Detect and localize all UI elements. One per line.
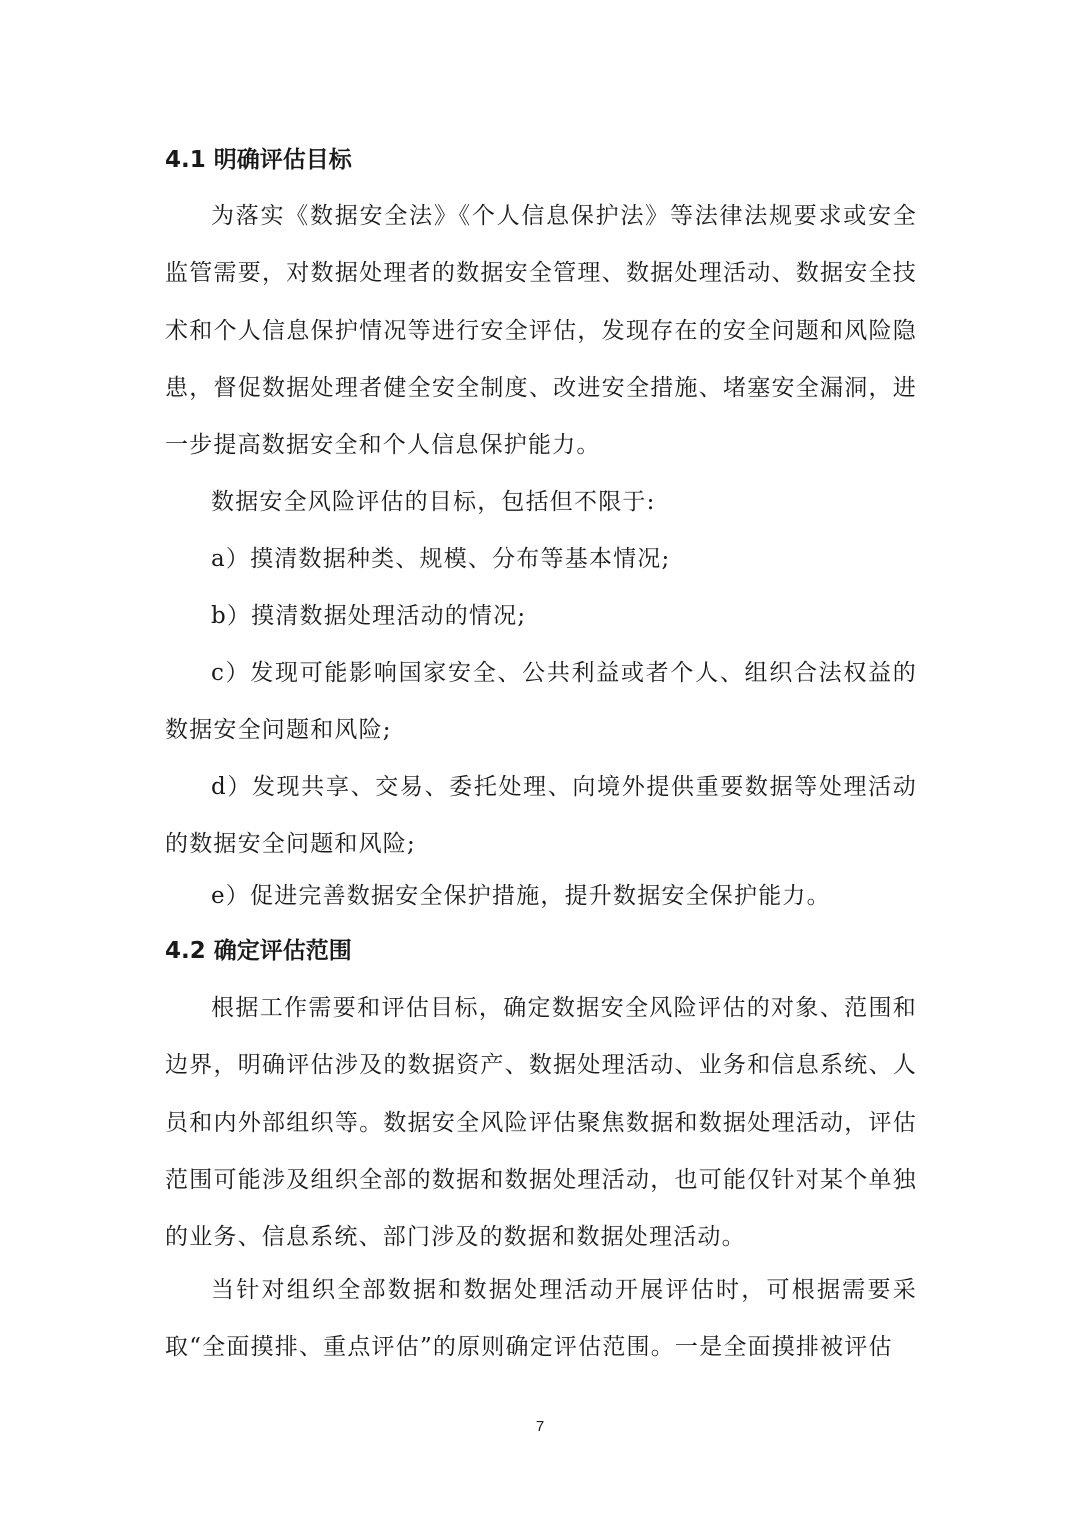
paragraph-scope: 根据工作需要和评估目标，确定数据安全风险评估的对象、范围和边界，明确评估涉及的数据资产、数据处理活动、业务和信息系统、人员和内外部组织等。数据安全风险评估聚焦数据和数据处理活动，评估范围可能涉及组织全部的数据和数据处理活动，也可能仅针对某个单独的业务、信息系统、部门涉及的数据和数据处理活动。 [165, 995, 917, 1251]
list-item-d: d）发现共享、交易、委托处理、向境外提供重要数据等处理活动的数据安全问题和风险; [165, 774, 917, 858]
page-number: 7 [535, 1418, 545, 1435]
section-heading-4-1: 4.1 明确评估目标 [165, 147, 352, 173]
paragraph-full-scope: 当针对组织全部数据和数据处理活动开展评估时，可根据需要采取“全面摸排、重点评估”的原则确定评估范围。一是全面摸排被评估 [165, 1277, 917, 1361]
paragraph-goals-intro: 数据安全风险评估的目标，包括但不限于: [211, 489, 656, 515]
section-heading-4-2: 4.2 确定评估范围 [165, 938, 352, 964]
list-item-a: a）摸清数据种类、规模、分布等基本情况; [211, 546, 671, 572]
paragraph-purpose: 为落实《数据安全法》《个人信息保护法》等法律法规要求或安全监管需要，对数据处理者的数据安全管理、数据处理活动、数据安全技术和个人信息保护情况等进行安全评估，发现存在的安全问题和风险隐患，督促数据处理者健全安全制度、改进安全措施、堵塞安全漏洞，进一步提高数据安全和个人信息保护能力。 [165, 203, 917, 459]
list-item-e: e）促进完善数据安全保护措施，提升数据安全保护能力。 [211, 883, 831, 909]
list-item-b: b）摸清数据处理活动的情况; [211, 603, 527, 629]
list-item-c: c）发现可能影响国家安全、公共利益或者个人、组织合法权益的数据安全问题和风险; [165, 660, 917, 744]
